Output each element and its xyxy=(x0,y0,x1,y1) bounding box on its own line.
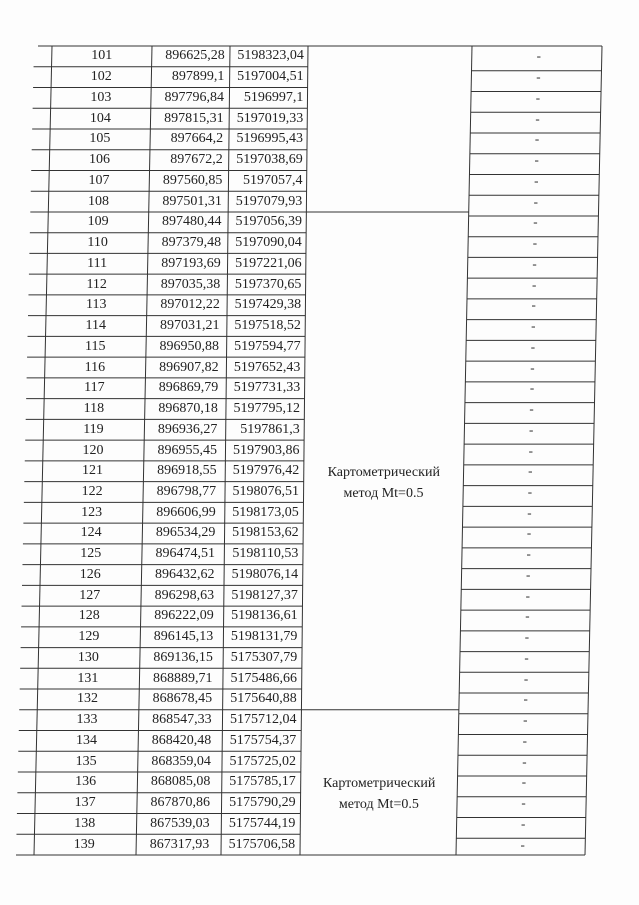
coord-x: 896625,28 xyxy=(165,48,225,64)
method-dash: - xyxy=(529,421,534,437)
point-number: 104 xyxy=(89,110,111,126)
method-dash: - xyxy=(521,774,527,790)
coord-y: 5175785,17 xyxy=(229,774,296,790)
method-group-2-line1: Картометрический xyxy=(323,776,436,792)
point-number: 115 xyxy=(85,338,106,354)
coord-y: 5197652,43 xyxy=(233,359,301,375)
coord-y: 5175744,19 xyxy=(228,815,296,831)
coord-x: 869136,15 xyxy=(153,649,213,665)
method-dash: - xyxy=(531,318,536,334)
point-number: 135 xyxy=(75,753,97,769)
method-dash: - xyxy=(535,110,540,126)
method-dash: - xyxy=(527,483,533,499)
point-number: 125 xyxy=(80,546,102,562)
method-dash: - xyxy=(533,214,538,230)
point-number: 134 xyxy=(76,732,98,748)
point-number: 107 xyxy=(88,172,110,188)
method-dash: - xyxy=(526,566,531,582)
point-number: 110 xyxy=(87,235,108,251)
coord-x: 896870,18 xyxy=(158,401,218,416)
point-number: 119 xyxy=(83,421,104,437)
method-dash: - xyxy=(524,649,529,665)
point-number: 133 xyxy=(76,712,98,728)
point-number: 101 xyxy=(91,48,113,64)
point-number: 138 xyxy=(74,815,96,831)
coord-y: 5175754,37 xyxy=(229,732,297,748)
coord-y: 5197221,06 xyxy=(235,255,302,271)
coord-y: 5197004,51 xyxy=(237,69,304,85)
method-dash: - xyxy=(523,691,528,707)
coord-y: 5197057,4 xyxy=(243,172,303,188)
method-dash: - xyxy=(534,131,540,147)
method-dash: - xyxy=(532,255,537,271)
method-dash: - xyxy=(523,712,528,728)
coord-y: 5196997,1 xyxy=(243,89,304,105)
method-dash: - xyxy=(525,608,530,624)
coord-y: 5175790,29 xyxy=(229,795,296,811)
method-dash: - xyxy=(536,69,541,85)
coord-y: 5198076,14 xyxy=(231,566,299,582)
coord-y: 5196995,43 xyxy=(236,131,303,147)
coord-y: 5197731,33 xyxy=(233,380,301,396)
method-dash: - xyxy=(524,629,530,645)
coord-y: 5197594,77 xyxy=(234,338,301,354)
point-number: 127 xyxy=(79,587,101,603)
method-dash: - xyxy=(536,48,541,64)
method-dash: - xyxy=(532,235,538,251)
method-dash: - xyxy=(521,795,526,811)
point-number: 124 xyxy=(80,525,102,541)
column-line xyxy=(456,46,472,855)
coord-y: 5197019,33 xyxy=(236,110,304,126)
coord-y: 5197056,39 xyxy=(235,214,303,230)
coord-x: 897379,48 xyxy=(161,235,222,251)
coord-x: 897501,31 xyxy=(162,193,222,209)
method-dash: - xyxy=(533,193,538,209)
method-dash: - xyxy=(520,836,525,852)
coord-y: 5175712,04 xyxy=(230,712,297,728)
coord-y: 5175486,66 xyxy=(230,670,297,686)
coord-x: 896534,29 xyxy=(155,525,216,541)
method-dash: - xyxy=(530,359,535,375)
coord-y: 5197903,86 xyxy=(233,442,300,458)
coord-x: 897012,22 xyxy=(160,297,220,313)
method-dash: - xyxy=(527,504,532,520)
point-number: 129 xyxy=(78,629,100,645)
point-number: 108 xyxy=(88,193,110,209)
point-number: 126 xyxy=(79,566,101,582)
coord-x: 896798,77 xyxy=(156,483,217,499)
method-group-2-line2: метод Mt=0.5 xyxy=(338,796,419,812)
coord-x: 896907,82 xyxy=(159,359,219,375)
point-number: 111 xyxy=(87,255,108,271)
coord-y: 5198136,61 xyxy=(231,608,298,624)
coord-x: 897664,2 xyxy=(170,131,224,147)
coord-y: 5197429,38 xyxy=(234,297,302,313)
point-number: 128 xyxy=(78,608,100,624)
coord-x: 896955,45 xyxy=(157,442,217,458)
coord-x: 897480,44 xyxy=(162,214,222,230)
coord-x: 897815,31 xyxy=(164,110,224,126)
coord-y: 5198127,37 xyxy=(231,587,298,603)
coord-x: 896869,79 xyxy=(158,380,219,396)
column-line xyxy=(585,46,602,855)
coord-x: 896950,88 xyxy=(159,338,220,354)
coord-x: 897560,85 xyxy=(162,172,223,188)
method-dash: - xyxy=(531,276,537,292)
coord-x: 896432,62 xyxy=(155,566,215,582)
point-number: 113 xyxy=(85,297,107,313)
coord-y: 5198153,62 xyxy=(232,525,299,541)
coord-x: 868420,48 xyxy=(151,732,212,748)
point-number: 106 xyxy=(88,152,110,168)
point-number: 123 xyxy=(81,504,103,520)
method-dash: - xyxy=(534,152,539,168)
coord-x: 868547,33 xyxy=(152,712,212,728)
coord-y: 5198131,79 xyxy=(230,629,298,645)
coord-y: 5197518,52 xyxy=(234,318,301,334)
method-dash: - xyxy=(535,89,541,105)
coord-x: 896145,13 xyxy=(153,629,214,645)
method-dash: - xyxy=(530,338,536,354)
coord-x: 897035,38 xyxy=(160,276,221,292)
method-dash: - xyxy=(531,297,536,313)
coord-y: 5175706,58 xyxy=(228,836,296,852)
method-dash: - xyxy=(523,670,529,686)
coord-x: 867539,03 xyxy=(150,815,210,831)
coord-x: 868889,71 xyxy=(152,670,213,686)
coord-x: 896918,55 xyxy=(157,463,217,479)
method-dash: - xyxy=(522,753,527,769)
point-number: 137 xyxy=(74,795,96,811)
coord-y: 5197090,04 xyxy=(235,235,302,251)
coord-y: 5198110,53 xyxy=(232,546,299,562)
coord-y: 5197370,65 xyxy=(234,276,302,292)
coord-x: 896298,63 xyxy=(154,587,215,603)
coord-y: 5197079,93 xyxy=(235,193,303,209)
method-dash: - xyxy=(522,732,527,748)
method-dash: - xyxy=(528,442,533,458)
coord-y: 5175725,02 xyxy=(229,753,297,769)
point-number: 118 xyxy=(83,401,105,416)
point-number: 105 xyxy=(89,131,111,147)
point-number: 112 xyxy=(86,276,107,292)
method-dash: - xyxy=(526,525,532,541)
point-number: 109 xyxy=(87,214,109,230)
method-dash: - xyxy=(525,587,530,603)
coord-x: 868085,08 xyxy=(150,774,211,790)
point-number: 121 xyxy=(82,463,104,479)
point-number: 130 xyxy=(77,649,99,665)
coord-y: 5198173,05 xyxy=(232,504,299,520)
method-group-1-line1: Картометрический xyxy=(327,465,440,481)
coord-y: 5197795,12 xyxy=(233,401,300,416)
coord-x: 896606,99 xyxy=(156,504,216,520)
point-number: 117 xyxy=(84,380,105,396)
point-number: 131 xyxy=(77,670,99,686)
point-number: 132 xyxy=(76,691,98,707)
point-number: 102 xyxy=(90,69,112,85)
coord-x: 867317,93 xyxy=(149,836,210,852)
coord-x: 896222,09 xyxy=(154,608,214,624)
point-number: 120 xyxy=(82,442,104,458)
method-dash: - xyxy=(534,172,539,188)
coord-y: 5197861,3 xyxy=(240,421,300,437)
method-dash: - xyxy=(529,380,535,396)
coord-y: 5198323,04 xyxy=(237,48,304,64)
method-group-1-line2: метод Mt=0.5 xyxy=(343,485,424,501)
point-number: 136 xyxy=(75,774,97,790)
coord-x: 897796,84 xyxy=(164,89,224,105)
coord-x: 868359,04 xyxy=(151,753,211,769)
method-dash: - xyxy=(528,463,533,479)
coord-y: 5175307,79 xyxy=(230,649,298,665)
coord-x: 897193,69 xyxy=(161,255,221,271)
coord-x: 897899,1 xyxy=(171,69,225,85)
coord-y: 5197976,42 xyxy=(232,463,300,479)
point-number: 116 xyxy=(84,359,106,375)
coord-x: 868678,45 xyxy=(152,691,213,707)
method-dash: - xyxy=(520,815,526,831)
coord-x: 896474,51 xyxy=(155,546,215,562)
coord-x: 897031,21 xyxy=(159,318,220,334)
method-dash: - xyxy=(526,546,531,562)
coord-y: 5197038,69 xyxy=(236,152,303,168)
method-dash: - xyxy=(529,401,534,416)
point-number: 122 xyxy=(81,483,103,499)
coord-x: 867870,86 xyxy=(150,795,211,811)
point-number: 139 xyxy=(73,836,95,852)
coord-x: 896936,27 xyxy=(157,421,218,437)
point-number: 103 xyxy=(90,89,112,105)
coord-y: 5198076,51 xyxy=(232,483,300,499)
coord-x: 897672,2 xyxy=(170,152,223,168)
point-number: 114 xyxy=(85,318,106,334)
coord-y: 5175640,88 xyxy=(230,691,297,707)
